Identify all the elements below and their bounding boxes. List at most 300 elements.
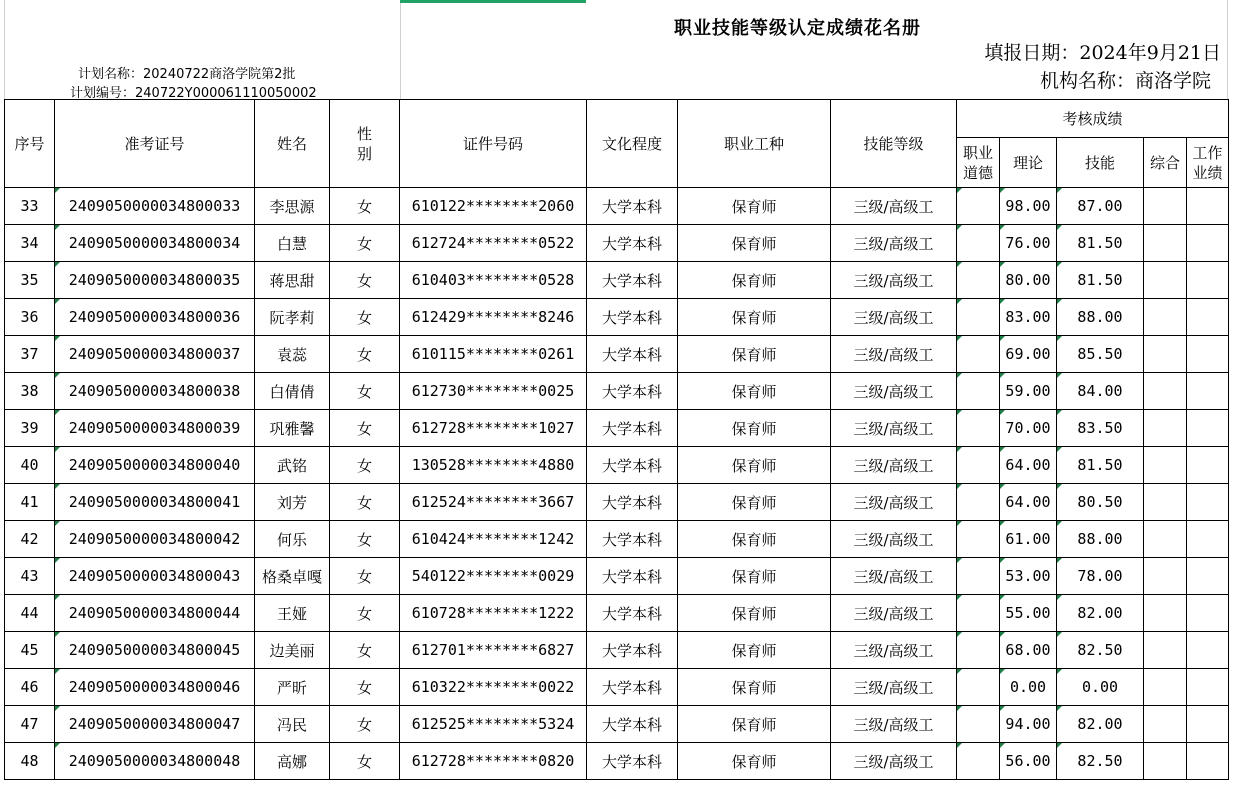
number-as-text-marker bbox=[55, 521, 60, 526]
cell-overall[interactable] bbox=[1144, 447, 1187, 484]
col-header-theory[interactable]: 理论 bbox=[1000, 138, 1057, 188]
number-as-text-marker bbox=[957, 521, 962, 526]
cell-gender[interactable]: 女 bbox=[330, 299, 400, 336]
cell-ethics[interactable] bbox=[957, 225, 1000, 262]
cell-edu[interactable]: 大学本科 bbox=[587, 262, 678, 299]
cell-gender[interactable]: 女 bbox=[330, 595, 400, 632]
cell-ticket[interactable]: 2409050000034800046 bbox=[55, 669, 255, 706]
number-as-text-marker bbox=[1057, 336, 1062, 341]
cell-theory[interactable]: 80.00 bbox=[1000, 262, 1057, 299]
cell-id[interactable]: 612429********8246 bbox=[400, 299, 587, 336]
cell-seq[interactable]: 41 bbox=[5, 484, 55, 521]
table-row bbox=[5, 706, 1229, 743]
plan-name: 计划名称：20240722商洛学院第2批 bbox=[78, 67, 296, 82]
cell-overall[interactable] bbox=[1144, 299, 1187, 336]
cell-gender[interactable]: 女 bbox=[330, 743, 400, 780]
number-as-text-marker bbox=[1000, 225, 1005, 230]
cell-edu[interactable]: 大学本科 bbox=[587, 558, 678, 595]
col-header-seq[interactable]: 序号 bbox=[5, 100, 55, 188]
number-as-text-marker bbox=[55, 336, 60, 341]
cell-seq[interactable]: 45 bbox=[5, 632, 55, 669]
cell-ticket[interactable]: 2409050000034800036 bbox=[55, 299, 255, 336]
cell-skill[interactable]: 82.50 bbox=[1057, 743, 1144, 780]
cell-seq[interactable]: 39 bbox=[5, 410, 55, 447]
cell-gender[interactable]: 女 bbox=[330, 484, 400, 521]
col-header-level[interactable]: 技能等级 bbox=[831, 100, 957, 188]
table-row bbox=[5, 410, 1229, 447]
cell-edu[interactable]: 大学本科 bbox=[587, 669, 678, 706]
cell-gender[interactable]: 女 bbox=[330, 632, 400, 669]
cell-edu[interactable]: 大学本科 bbox=[587, 521, 678, 558]
cell-skill[interactable]: 78.00 bbox=[1057, 558, 1144, 595]
number-as-text-marker bbox=[1057, 447, 1062, 452]
number-as-text-marker bbox=[1000, 373, 1005, 378]
cell-name[interactable]: 何乐 bbox=[255, 521, 330, 558]
cell-id[interactable]: 612730********0025 bbox=[400, 373, 587, 410]
cell-job[interactable]: 保育师 bbox=[678, 410, 831, 447]
cell-name[interactable]: 李思源 bbox=[255, 188, 330, 225]
cell-ticket[interactable]: 2409050000034800037 bbox=[55, 336, 255, 373]
cell-skill[interactable]: 80.50 bbox=[1057, 484, 1144, 521]
cell-ethics[interactable] bbox=[957, 632, 1000, 669]
cell-job[interactable]: 保育师 bbox=[678, 484, 831, 521]
number-as-text-marker bbox=[957, 373, 962, 378]
cell-skill[interactable]: 82.00 bbox=[1057, 706, 1144, 743]
cell-skill[interactable]: 0.00 bbox=[1057, 669, 1144, 706]
cell-job[interactable]: 保育师 bbox=[678, 595, 831, 632]
cell-work[interactable] bbox=[1187, 706, 1229, 743]
cell-theory[interactable]: 94.00 bbox=[1000, 706, 1057, 743]
ethics-header-text: 职业道德 bbox=[962, 143, 993, 182]
number-as-text-marker bbox=[957, 262, 962, 267]
cell-id[interactable]: 612724********0522 bbox=[400, 225, 587, 262]
cell-job[interactable]: 保育师 bbox=[678, 558, 831, 595]
cell-overall[interactable] bbox=[1144, 595, 1187, 632]
cell-seq[interactable]: 37 bbox=[5, 336, 55, 373]
cell-skill[interactable]: 81.50 bbox=[1057, 262, 1144, 299]
cell-ethics[interactable] bbox=[957, 484, 1000, 521]
cell-work[interactable] bbox=[1187, 336, 1229, 373]
cell-ticket[interactable]: 2409050000034800042 bbox=[55, 521, 255, 558]
cell-theory[interactable]: 68.00 bbox=[1000, 632, 1057, 669]
cell-edu[interactable]: 大学本科 bbox=[587, 632, 678, 669]
number-as-text-marker bbox=[1057, 188, 1062, 193]
cell-level[interactable]: 三级/高级工 bbox=[831, 484, 957, 521]
col-header-scores[interactable]: 考核成绩 bbox=[957, 100, 1229, 138]
col-header-job[interactable]: 职业工种 bbox=[678, 100, 831, 188]
cell-ticket[interactable]: 2409050000034800047 bbox=[55, 706, 255, 743]
number-as-text-marker bbox=[957, 188, 962, 193]
number-as-text-marker bbox=[1057, 373, 1062, 378]
cell-edu[interactable]: 大学本科 bbox=[587, 706, 678, 743]
number-as-text-marker bbox=[1057, 558, 1062, 563]
cell-id[interactable]: 610115********0261 bbox=[400, 336, 587, 373]
cell-ticket[interactable]: 2409050000034800048 bbox=[55, 743, 255, 780]
cell-ticket[interactable]: 2409050000034800043 bbox=[55, 558, 255, 595]
cell-work[interactable] bbox=[1187, 447, 1229, 484]
cell-edu[interactable]: 大学本科 bbox=[587, 447, 678, 484]
table-row bbox=[5, 521, 1229, 558]
number-as-text-marker bbox=[957, 410, 962, 415]
cell-overall[interactable] bbox=[1144, 410, 1187, 447]
cell-id[interactable]: 540122********0029 bbox=[400, 558, 587, 595]
number-as-text-marker bbox=[55, 595, 60, 600]
cell-skill[interactable]: 88.00 bbox=[1057, 521, 1144, 558]
number-as-text-marker bbox=[55, 299, 60, 304]
cell-ticket[interactable]: 2409050000034800039 bbox=[55, 410, 255, 447]
cell-overall[interactable] bbox=[1144, 373, 1187, 410]
header-border bbox=[1227, 0, 1228, 99]
cell-id[interactable]: 612701********6827 bbox=[400, 632, 587, 669]
col-header-name[interactable]: 姓名 bbox=[255, 100, 330, 188]
col-header-overall[interactable]: 综合 bbox=[1144, 138, 1187, 188]
col-header-id[interactable]: 证件号码 bbox=[400, 100, 587, 188]
cell-gender[interactable]: 女 bbox=[330, 262, 400, 299]
number-as-text-marker bbox=[1000, 299, 1005, 304]
cell-seq[interactable]: 38 bbox=[5, 373, 55, 410]
cell-level[interactable]: 三级/高级工 bbox=[831, 410, 957, 447]
cell-work[interactable] bbox=[1187, 558, 1229, 595]
number-as-text-marker bbox=[957, 336, 962, 341]
cell-gender[interactable]: 女 bbox=[330, 447, 400, 484]
cell-level[interactable]: 三级/高级工 bbox=[831, 521, 957, 558]
cell-level[interactable]: 三级/高级工 bbox=[831, 225, 957, 262]
cell-work[interactable] bbox=[1187, 484, 1229, 521]
cell-theory[interactable]: 98.00 bbox=[1000, 188, 1057, 225]
cell-job[interactable]: 保育师 bbox=[678, 447, 831, 484]
cell-ethics[interactable] bbox=[957, 410, 1000, 447]
number-as-text-marker bbox=[1057, 743, 1062, 748]
number-as-text-marker bbox=[957, 743, 962, 748]
cell-id[interactable]: 612524********3667 bbox=[400, 484, 587, 521]
cell-ethics[interactable] bbox=[957, 373, 1000, 410]
cell-ethics[interactable] bbox=[957, 188, 1000, 225]
number-as-text-marker bbox=[1000, 632, 1005, 637]
cell-id[interactable]: 130528********4880 bbox=[400, 447, 587, 484]
cell-theory[interactable]: 83.00 bbox=[1000, 299, 1057, 336]
cell-level[interactable]: 三级/高级工 bbox=[831, 743, 957, 780]
cell-overall[interactable] bbox=[1144, 336, 1187, 373]
number-as-text-marker bbox=[55, 706, 60, 711]
cell-name[interactable]: 刘芳 bbox=[255, 484, 330, 521]
cell-work[interactable] bbox=[1187, 262, 1229, 299]
cell-job[interactable]: 保育师 bbox=[678, 521, 831, 558]
cell-theory[interactable]: 64.00 bbox=[1000, 447, 1057, 484]
fill-date: 填报日期：2024年9月21日 bbox=[984, 42, 1221, 64]
cell-name[interactable]: 巩雅馨 bbox=[255, 410, 330, 447]
number-as-text-marker bbox=[957, 706, 962, 711]
cell-overall[interactable] bbox=[1144, 632, 1187, 669]
organization-name: 机构名称：商洛学院 bbox=[1039, 70, 1211, 92]
cell-seq[interactable]: 35 bbox=[5, 262, 55, 299]
cell-job[interactable]: 保育师 bbox=[678, 299, 831, 336]
cell-work[interactable] bbox=[1187, 373, 1229, 410]
cell-ticket[interactable]: 2409050000034800041 bbox=[55, 484, 255, 521]
cell-work[interactable] bbox=[1187, 595, 1229, 632]
cell-ethics[interactable] bbox=[957, 336, 1000, 373]
table-row bbox=[5, 447, 1229, 484]
cell-ethics[interactable] bbox=[957, 595, 1000, 632]
number-as-text-marker bbox=[957, 669, 962, 674]
cell-job[interactable]: 保育师 bbox=[678, 743, 831, 780]
cell-edu[interactable]: 大学本科 bbox=[587, 595, 678, 632]
number-as-text-marker bbox=[1000, 447, 1005, 452]
number-as-text-marker bbox=[55, 447, 60, 452]
cell-overall[interactable] bbox=[1144, 558, 1187, 595]
table-row bbox=[5, 743, 1229, 780]
cell-skill[interactable]: 81.50 bbox=[1057, 225, 1144, 262]
cell-skill[interactable]: 87.00 bbox=[1057, 188, 1144, 225]
cell-seq[interactable]: 47 bbox=[5, 706, 55, 743]
cell-job[interactable]: 保育师 bbox=[678, 336, 831, 373]
cell-seq[interactable]: 40 bbox=[5, 447, 55, 484]
cell-theory[interactable]: 0.00 bbox=[1000, 669, 1057, 706]
cell-level[interactable]: 三级/高级工 bbox=[831, 447, 957, 484]
cell-ticket[interactable]: 2409050000034800034 bbox=[55, 225, 255, 262]
cell-gender[interactable]: 女 bbox=[330, 225, 400, 262]
number-as-text-marker bbox=[1057, 521, 1062, 526]
cell-level[interactable]: 三级/高级工 bbox=[831, 373, 957, 410]
col-header-skill[interactable]: 技能 bbox=[1057, 138, 1144, 188]
cell-skill[interactable]: 82.00 bbox=[1057, 595, 1144, 632]
cell-theory[interactable]: 64.00 bbox=[1000, 484, 1057, 521]
cell-work[interactable] bbox=[1187, 669, 1229, 706]
cell-ethics[interactable] bbox=[957, 558, 1000, 595]
cell-theory[interactable]: 56.00 bbox=[1000, 743, 1057, 780]
cell-edu[interactable]: 大学本科 bbox=[587, 188, 678, 225]
cell-ethics[interactable] bbox=[957, 447, 1000, 484]
cell-name[interactable]: 格桑卓嘎 bbox=[255, 558, 330, 595]
cell-ticket[interactable]: 2409050000034800040 bbox=[55, 447, 255, 484]
cell-id[interactable]: 610728********1222 bbox=[400, 595, 587, 632]
number-as-text-marker bbox=[957, 595, 962, 600]
cell-ethics[interactable] bbox=[957, 521, 1000, 558]
cell-ticket[interactable]: 2409050000034800033 bbox=[55, 188, 255, 225]
table-row bbox=[5, 299, 1229, 336]
cell-overall[interactable] bbox=[1144, 706, 1187, 743]
col-header-work[interactable] bbox=[1187, 138, 1229, 188]
cell-name[interactable]: 白慧 bbox=[255, 225, 330, 262]
cell-gender[interactable]: 女 bbox=[330, 558, 400, 595]
cell-seq[interactable]: 43 bbox=[5, 558, 55, 595]
cell-seq[interactable]: 42 bbox=[5, 521, 55, 558]
score-table bbox=[4, 99, 1229, 780]
cell-id[interactable]: 610322********0022 bbox=[400, 669, 587, 706]
cell-id[interactable]: 612728********1027 bbox=[400, 410, 587, 447]
selected-cell-indicator bbox=[400, 0, 586, 3]
col-header-ethics[interactable] bbox=[957, 138, 1000, 188]
cell-job[interactable]: 保育师 bbox=[678, 669, 831, 706]
cell-id[interactable]: 612525********5324 bbox=[400, 706, 587, 743]
cell-ethics[interactable] bbox=[957, 669, 1000, 706]
number-as-text-marker bbox=[957, 447, 962, 452]
number-as-text-marker bbox=[55, 410, 60, 415]
cell-name[interactable]: 武铭 bbox=[255, 447, 330, 484]
number-as-text-marker bbox=[1057, 484, 1062, 489]
table-row bbox=[5, 632, 1229, 669]
number-as-text-marker bbox=[55, 262, 60, 267]
cell-name[interactable]: 冯民 bbox=[255, 706, 330, 743]
cell-ethics[interactable] bbox=[957, 299, 1000, 336]
cell-job[interactable]: 保育师 bbox=[678, 188, 831, 225]
cell-seq[interactable]: 34 bbox=[5, 225, 55, 262]
table-row bbox=[5, 336, 1229, 373]
number-as-text-marker bbox=[55, 373, 60, 378]
cell-theory[interactable]: 76.00 bbox=[1000, 225, 1057, 262]
cell-id[interactable]: 610403********0528 bbox=[400, 262, 587, 299]
cell-job[interactable]: 保育师 bbox=[678, 706, 831, 743]
cell-edu[interactable]: 大学本科 bbox=[587, 299, 678, 336]
cell-job[interactable]: 保育师 bbox=[678, 262, 831, 299]
number-as-text-marker bbox=[1000, 262, 1005, 267]
cell-job[interactable]: 保育师 bbox=[678, 225, 831, 262]
cell-overall[interactable] bbox=[1144, 262, 1187, 299]
cell-gender[interactable]: 女 bbox=[330, 336, 400, 373]
cell-edu[interactable]: 大学本科 bbox=[587, 410, 678, 447]
cell-gender[interactable]: 女 bbox=[330, 373, 400, 410]
cell-level[interactable]: 三级/高级工 bbox=[831, 669, 957, 706]
cell-gender[interactable]: 女 bbox=[330, 706, 400, 743]
cell-ethics[interactable] bbox=[957, 706, 1000, 743]
cell-name[interactable]: 白倩倩 bbox=[255, 373, 330, 410]
number-as-text-marker bbox=[1057, 299, 1062, 304]
number-as-text-marker bbox=[1000, 410, 1005, 415]
cell-work[interactable] bbox=[1187, 410, 1229, 447]
cell-level[interactable]: 三级/高级工 bbox=[831, 632, 957, 669]
table-row bbox=[5, 225, 1229, 262]
table-row bbox=[5, 669, 1229, 706]
number-as-text-marker bbox=[1000, 669, 1005, 674]
cell-edu[interactable]: 大学本科 bbox=[587, 484, 678, 521]
table-row bbox=[5, 373, 1229, 410]
cell-name[interactable]: 蒋思甜 bbox=[255, 262, 330, 299]
number-as-text-marker bbox=[55, 558, 60, 563]
cell-overall[interactable] bbox=[1144, 521, 1187, 558]
col-header-gender[interactable] bbox=[330, 100, 400, 188]
cell-skill[interactable]: 88.00 bbox=[1057, 299, 1144, 336]
number-as-text-marker bbox=[1057, 595, 1062, 600]
cell-gender[interactable]: 女 bbox=[330, 188, 400, 225]
cell-ticket[interactable]: 2409050000034800045 bbox=[55, 632, 255, 669]
number-as-text-marker bbox=[957, 632, 962, 637]
cell-overall[interactable] bbox=[1144, 188, 1187, 225]
cell-theory[interactable]: 55.00 bbox=[1000, 595, 1057, 632]
cell-gender[interactable]: 女 bbox=[330, 521, 400, 558]
cell-level[interactable]: 三级/高级工 bbox=[831, 558, 957, 595]
cell-ethics[interactable] bbox=[957, 743, 1000, 780]
cell-seq[interactable]: 46 bbox=[5, 669, 55, 706]
cell-edu[interactable]: 大学本科 bbox=[587, 743, 678, 780]
cell-edu[interactable]: 大学本科 bbox=[587, 225, 678, 262]
cell-seq[interactable]: 33 bbox=[5, 188, 55, 225]
cell-overall[interactable] bbox=[1144, 743, 1187, 780]
cell-skill[interactable]: 85.50 bbox=[1057, 336, 1144, 373]
cell-skill[interactable]: 81.50 bbox=[1057, 447, 1144, 484]
cell-gender[interactable]: 女 bbox=[330, 669, 400, 706]
cell-id[interactable]: 612728********0820 bbox=[400, 743, 587, 780]
cell-ticket[interactable]: 2409050000034800044 bbox=[55, 595, 255, 632]
cell-overall[interactable] bbox=[1144, 669, 1187, 706]
cell-ethics[interactable] bbox=[957, 262, 1000, 299]
col-header-ticket[interactable]: 准考证号 bbox=[55, 100, 255, 188]
number-as-text-marker bbox=[1000, 558, 1005, 563]
cell-seq[interactable]: 48 bbox=[5, 743, 55, 780]
number-as-text-marker bbox=[957, 484, 962, 489]
cell-name[interactable]: 严昕 bbox=[255, 669, 330, 706]
cell-skill[interactable]: 82.50 bbox=[1057, 632, 1144, 669]
cell-work[interactable] bbox=[1187, 188, 1229, 225]
cell-theory[interactable]: 70.00 bbox=[1000, 410, 1057, 447]
number-as-text-marker bbox=[1000, 595, 1005, 600]
cell-work[interactable] bbox=[1187, 743, 1229, 780]
cell-ticket[interactable]: 2409050000034800038 bbox=[55, 373, 255, 410]
number-as-text-marker bbox=[957, 299, 962, 304]
cell-job[interactable]: 保育师 bbox=[678, 373, 831, 410]
cell-theory[interactable]: 69.00 bbox=[1000, 336, 1057, 373]
cell-level[interactable]: 三级/高级工 bbox=[831, 595, 957, 632]
cell-name[interactable]: 阮孝莉 bbox=[255, 299, 330, 336]
cell-level[interactable]: 三级/高级工 bbox=[831, 336, 957, 373]
cell-work[interactable] bbox=[1187, 299, 1229, 336]
cell-theory[interactable]: 61.00 bbox=[1000, 521, 1057, 558]
cell-skill[interactable]: 83.50 bbox=[1057, 410, 1144, 447]
work-header-text: 工作业绩 bbox=[1192, 143, 1223, 182]
cell-level[interactable]: 三级/高级工 bbox=[831, 262, 957, 299]
cell-overall[interactable] bbox=[1144, 484, 1187, 521]
cell-overall[interactable] bbox=[1144, 225, 1187, 262]
cell-id[interactable]: 610424********1242 bbox=[400, 521, 587, 558]
cell-seq[interactable]: 44 bbox=[5, 595, 55, 632]
number-as-text-marker bbox=[1057, 225, 1062, 230]
number-as-text-marker bbox=[55, 225, 60, 230]
cell-name[interactable]: 边美丽 bbox=[255, 632, 330, 669]
table-body bbox=[5, 188, 1229, 780]
number-as-text-marker bbox=[55, 669, 60, 674]
cell-edu[interactable]: 大学本科 bbox=[587, 373, 678, 410]
number-as-text-marker bbox=[957, 558, 962, 563]
cell-job[interactable]: 保育师 bbox=[678, 632, 831, 669]
cell-skill[interactable]: 84.00 bbox=[1057, 373, 1144, 410]
cell-seq[interactable]: 36 bbox=[5, 299, 55, 336]
cell-gender[interactable]: 女 bbox=[330, 410, 400, 447]
number-as-text-marker bbox=[1057, 632, 1062, 637]
cell-name[interactable]: 高娜 bbox=[255, 743, 330, 780]
cell-work[interactable] bbox=[1187, 225, 1229, 262]
cell-theory[interactable]: 59.00 bbox=[1000, 373, 1057, 410]
col-header-edu[interactable]: 文化程度 bbox=[587, 100, 678, 188]
number-as-text-marker bbox=[1057, 262, 1062, 267]
number-as-text-marker bbox=[1000, 484, 1005, 489]
cell-id[interactable]: 610122********2060 bbox=[400, 188, 587, 225]
cell-ticket[interactable]: 2409050000034800035 bbox=[55, 262, 255, 299]
cell-level[interactable]: 三级/高级工 bbox=[831, 706, 957, 743]
number-as-text-marker bbox=[957, 225, 962, 230]
cell-name[interactable]: 王娅 bbox=[255, 595, 330, 632]
gender-header-text: 性别 bbox=[356, 124, 372, 163]
cell-work[interactable] bbox=[1187, 632, 1229, 669]
number-as-text-marker bbox=[1000, 188, 1005, 193]
number-as-text-marker bbox=[55, 743, 60, 748]
number-as-text-marker bbox=[1000, 521, 1005, 526]
cell-edu[interactable]: 大学本科 bbox=[587, 336, 678, 373]
cell-level[interactable]: 三级/高级工 bbox=[831, 299, 957, 336]
cell-theory[interactable]: 53.00 bbox=[1000, 558, 1057, 595]
cell-work[interactable] bbox=[1187, 521, 1229, 558]
number-as-text-marker bbox=[55, 188, 60, 193]
cell-name[interactable]: 袁蕊 bbox=[255, 336, 330, 373]
cell-level[interactable]: 三级/高级工 bbox=[831, 188, 957, 225]
number-as-text-marker bbox=[1057, 410, 1062, 415]
